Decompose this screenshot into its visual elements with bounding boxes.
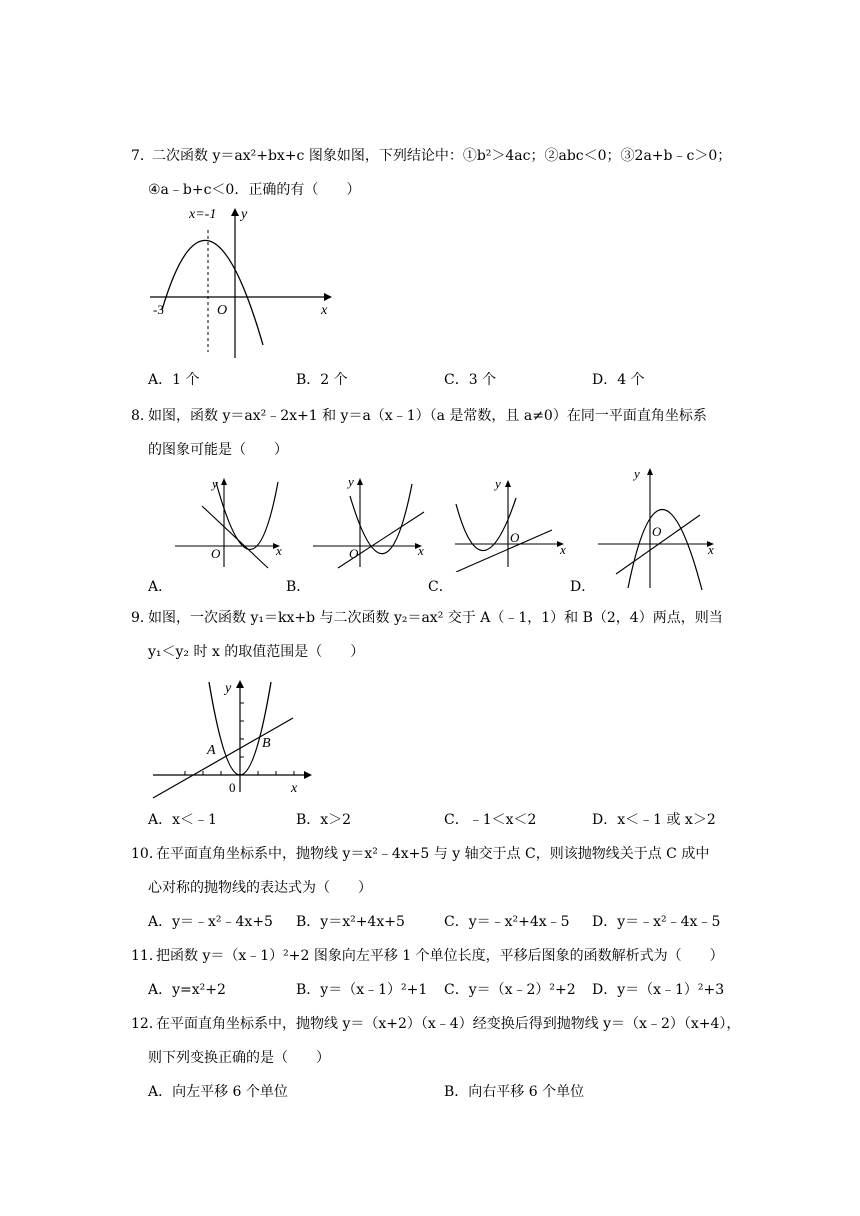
question-7-option-d[interactable]: D．4 个 (592, 372, 645, 388)
question-10-number: 10． (131, 846, 163, 862)
question-11-number: 11． (131, 948, 163, 964)
label-x-eq: x=-1 (189, 207, 217, 222)
question-11-line1: 把函数 y＝（x﹣1）²+2 图象向左平移 1 个单位长度，平移后图象的函数解析式为（ ） (156, 948, 724, 964)
label-origin: 0 (229, 780, 236, 795)
question-9-option-b[interactable]: B．x＞2 (296, 812, 352, 828)
question-10-option-a[interactable]: A．y＝﹣x²﹣4x+5 (148, 914, 273, 930)
question-8-number: 8． (131, 408, 154, 424)
question-11-option-b[interactable]: B．y＝（x﹣1）²+1 (296, 982, 428, 998)
question-7-number: 7． (131, 148, 154, 164)
question-12-option-a[interactable]: A．向左平移 6 个单位 (148, 1084, 288, 1100)
question-11-option-d[interactable]: D．y＝（x﹣1）²+3 (592, 982, 725, 998)
question-9-option-c[interactable]: C．﹣1＜x＜2 (444, 812, 537, 828)
label-x: x (560, 542, 566, 557)
question-7-option-b[interactable]: B．2 个 (296, 372, 348, 388)
y-ticks (240, 703, 244, 757)
label-y: y (634, 466, 640, 481)
question-12-line2: 则下列变换正确的是（ ） (148, 1050, 330, 1066)
question-8-graph-c (450, 472, 575, 572)
question-8-line1: 如图，函数 y＝ax²﹣2x+1 和 y＝a（x﹣1）（a 是常数，且 a≠0）在同一平面直角坐标系 (148, 408, 707, 424)
label-y: y (212, 476, 218, 491)
question-8-graph-b (308, 472, 433, 572)
label-y: y (495, 476, 501, 491)
question-11-option-a[interactable]: A．y=x²+2 (148, 982, 226, 998)
question-8-option-d[interactable]: D． (570, 579, 596, 595)
question-12-line1: 在平面直角坐标系中，抛物线 y＝（x+2）（x﹣4）经变换后得到抛物线 y＝（x﹣2）（x+4）， (156, 1016, 741, 1032)
label-origin: O (217, 303, 228, 318)
question-9-line1: 如图，一次函数 y₁＝kx+b 与二次函数 y₂＝ax² 交于 A（﹣1，1）和 B（2，4）两点，则当 (148, 610, 723, 626)
line (153, 718, 293, 798)
label-y: y (241, 207, 248, 222)
question-9-graph (145, 672, 325, 804)
y-axis-arrow (231, 208, 239, 216)
label-x: x (276, 543, 282, 558)
question-9-option-a[interactable]: A．x＜﹣1 (148, 812, 217, 828)
parabola (216, 482, 278, 550)
parabola (456, 498, 516, 551)
question-7-graph (145, 200, 345, 365)
question-10-option-d[interactable]: D．y＝﹣x²﹣4x﹣5 (592, 914, 721, 930)
parabola (350, 484, 412, 554)
question-12-number: 12． (131, 1016, 163, 1032)
label-a: A (207, 743, 216, 758)
x-axis-arrow (324, 293, 332, 301)
parabola (162, 240, 263, 345)
question-7-line1: 二次函数 y＝ax²+bx+c 图象如图，下列结论中：①b²＞4ac；②abc＜0；③2a+b﹣c＞0； (152, 148, 732, 164)
label-y: y (225, 681, 232, 696)
label-origin: O (349, 546, 359, 561)
line (456, 530, 552, 572)
question-8-graph-a (170, 472, 290, 572)
question-7-option-c[interactable]: C．3 个 (444, 372, 497, 388)
question-10-option-b[interactable]: B．y＝x²+4x+5 (296, 914, 405, 930)
label-x: x (708, 542, 714, 557)
label-origin: O (652, 524, 662, 539)
question-8-graph-d (594, 462, 724, 592)
question-11-option-c[interactable]: C．y＝（x﹣2）²+2 (444, 982, 576, 998)
label-y: y (348, 474, 354, 489)
label-x: x (321, 303, 328, 318)
label-x: x (418, 543, 424, 558)
question-10-line1: 在平面直角坐标系中，抛物线 y＝x²﹣4x+5 与 y 轴交于点 C，则该抛物线关于点 C 成中 (156, 846, 710, 862)
question-7-line2: ④a﹣b+c＜0．正确的有（ ） (148, 182, 361, 198)
label-x: x (291, 781, 298, 796)
label-neg3: -3 (153, 302, 164, 317)
question-10-line2: 心对称的抛物线的表达式为（ ） (148, 880, 372, 896)
question-10-option-c[interactable]: C．y＝﹣x²+4x﹣5 (444, 914, 570, 930)
question-9-line2: y₁＜y₂ 时 x 的取值范围是（ ） (148, 644, 365, 660)
question-8-option-b[interactable]: B． (286, 579, 311, 595)
label-b: B (262, 736, 271, 751)
question-8-line2: 的图象可能是（ ） (148, 442, 288, 458)
question-7-option-a[interactable]: A．1 个 (148, 372, 200, 388)
question-8-option-c[interactable]: C． (428, 579, 453, 595)
question-9-option-d[interactable]: D．x＜﹣1 或 x＞2 (592, 812, 716, 828)
label-origin: O (510, 530, 520, 545)
label-origin: O (211, 546, 221, 561)
question-8-option-a[interactable]: A． (148, 579, 173, 595)
question-12-option-b[interactable]: B．向右平移 6 个单位 (444, 1084, 585, 1100)
question-9-number: 9． (131, 610, 154, 626)
